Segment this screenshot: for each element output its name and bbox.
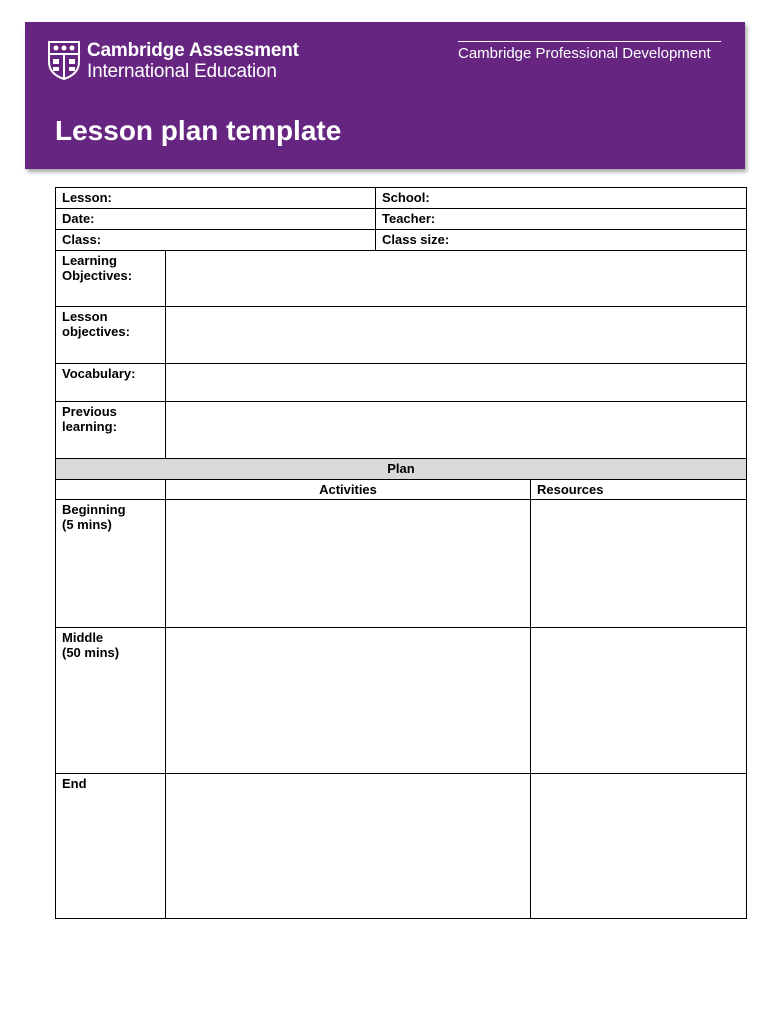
previous-learning-label: Previous learning: bbox=[56, 402, 166, 459]
date-label: Date: bbox=[62, 211, 95, 226]
vocabulary-field[interactable] bbox=[166, 364, 747, 402]
brand-line-2: International Education bbox=[87, 61, 277, 82]
previous-learning-field[interactable] bbox=[166, 402, 747, 459]
cambridge-crest-icon bbox=[47, 40, 81, 80]
date-field[interactable] bbox=[56, 209, 376, 230]
brand-line-1: Cambridge Assessment bbox=[87, 40, 299, 61]
end-activities-field[interactable] bbox=[166, 774, 531, 919]
lesson-field[interactable] bbox=[56, 188, 376, 209]
programme-divider bbox=[458, 41, 721, 42]
stage-middle-label: Middle (50 mins) bbox=[56, 628, 166, 774]
school-field[interactable] bbox=[376, 188, 747, 209]
class-size-label: Class size: bbox=[382, 232, 450, 247]
lesson-objectives-label: Lesson objectives: bbox=[56, 307, 166, 364]
learning-objectives-field[interactable] bbox=[166, 251, 747, 307]
resources-header: Resources bbox=[531, 480, 747, 500]
teacher-label: Teacher: bbox=[382, 211, 436, 226]
middle-resources-field[interactable] bbox=[531, 628, 747, 774]
page-title: Lesson plan template bbox=[55, 115, 342, 146]
lesson-plan-table bbox=[55, 187, 747, 919]
plan-heading: Plan bbox=[56, 459, 747, 480]
beginning-activities-field[interactable] bbox=[166, 500, 531, 628]
beginning-resources-field[interactable] bbox=[531, 500, 747, 628]
teacher-field[interactable] bbox=[376, 209, 747, 230]
stage-header-cell bbox=[56, 480, 166, 500]
activities-header: Activities bbox=[166, 480, 531, 500]
programme-name: Cambridge Professional Development bbox=[458, 45, 711, 62]
stage-end-label: End bbox=[56, 774, 166, 919]
lesson-objectives-field[interactable] bbox=[166, 307, 747, 364]
header-banner bbox=[25, 22, 745, 169]
class-field[interactable] bbox=[56, 230, 376, 251]
class-size-field[interactable] bbox=[376, 230, 747, 251]
middle-activities-field[interactable] bbox=[166, 628, 531, 774]
vocabulary-label: Vocabulary: bbox=[56, 364, 166, 402]
school-label: School: bbox=[382, 190, 430, 205]
lesson-label: Lesson: bbox=[62, 190, 112, 205]
class-label: Class: bbox=[62, 232, 102, 247]
stage-beginning-label: Beginning (5 mins) bbox=[56, 500, 166, 628]
brand-wordmark bbox=[87, 40, 299, 82]
learning-objectives-label: Learning Objectives: bbox=[56, 251, 166, 307]
end-resources-field[interactable] bbox=[531, 774, 747, 919]
brand-logo bbox=[47, 40, 299, 82]
